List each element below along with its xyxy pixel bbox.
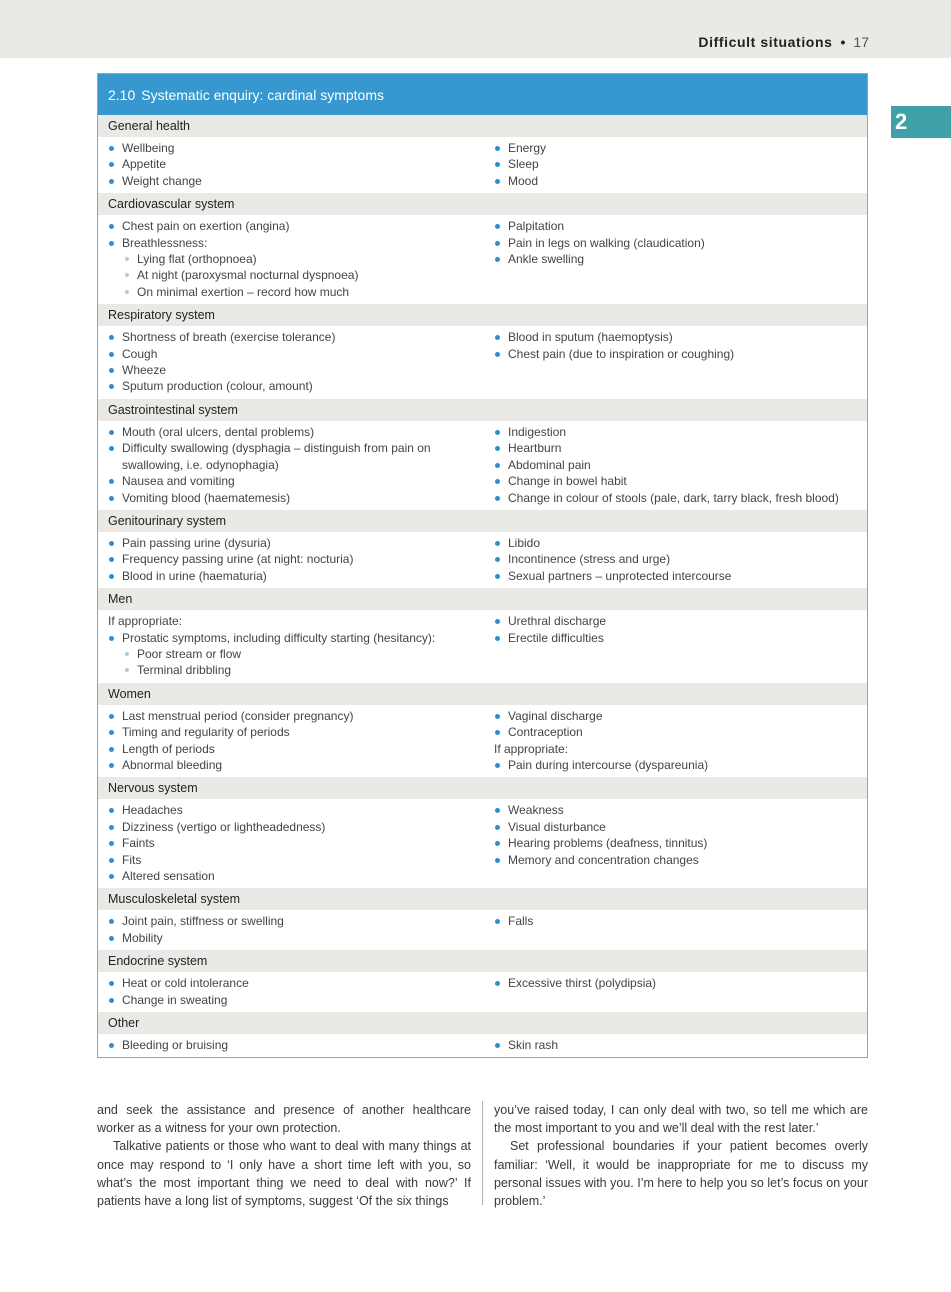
section-right-column bbox=[484, 140, 867, 189]
section-right-column bbox=[484, 329, 867, 395]
bullet-item: Weight change bbox=[108, 173, 476, 189]
section-heading: Respiratory system bbox=[98, 304, 867, 326]
bullet-item: Memory and concentration changes bbox=[494, 852, 867, 868]
bullet-item: Ankle swelling bbox=[494, 251, 867, 267]
sub-bullet-item: Terminal dribbling bbox=[108, 662, 476, 678]
bullet-item: Length of periods bbox=[108, 741, 476, 757]
bullet-item: Abdominal pain bbox=[494, 457, 867, 473]
section-left-column bbox=[98, 424, 484, 506]
body-paragraph: you’ve raised today, I can only deal with two, so tell me which are the most important to you and we’ll deal with the rest later.’ bbox=[494, 1103, 868, 1136]
section-right-column bbox=[484, 708, 867, 774]
section-heading: Musculoskeletal system bbox=[98, 888, 867, 910]
bullet-item: Pain during intercourse (dyspareunia) bbox=[494, 757, 867, 773]
bullet-item: Visual disturbance bbox=[494, 819, 867, 835]
bullet-item: Mobility bbox=[108, 930, 476, 946]
section-heading: Men bbox=[98, 588, 867, 610]
bullet-item: Weakness bbox=[494, 802, 867, 818]
body-paragraph: Talkative patients or those who want to deal with many things at once may respond to ‘I only have a short time left with you, so what’s the most important thing we need to deal with now?’ If patients have a long list of symptoms, suggest ‘Of the six things bbox=[97, 1139, 471, 1209]
bullet-item: Wheeze bbox=[108, 362, 476, 378]
bullet-item: Prostatic symptoms, including difficulty starting (hesitancy): bbox=[108, 630, 476, 646]
bullet-item: Change in sweating bbox=[108, 992, 476, 1008]
bullet-item: Palpitation bbox=[494, 218, 867, 234]
box-title: Systematic enquiry: cardinal symptoms bbox=[141, 87, 385, 103]
sub-bullet-item: Lying flat (orthopnoea) bbox=[108, 251, 476, 267]
bullet-item: Change in bowel habit bbox=[494, 473, 867, 489]
bullet-item: Change in colour of stools (pale, dark, tarry black, fresh blood) bbox=[494, 490, 867, 506]
box-number: 2.10 bbox=[108, 87, 136, 103]
bullet-item: Skin rash bbox=[494, 1037, 867, 1053]
bullet-item: Excessive thirst (polydipsia) bbox=[494, 975, 867, 991]
section-left-column bbox=[98, 329, 484, 395]
bullet-item: Pain passing urine (dysuria) bbox=[108, 535, 476, 551]
section-heading: Other bbox=[98, 1012, 867, 1034]
bullet-item: Falls bbox=[494, 913, 867, 929]
bullet-item: Joint pain, stiffness or swelling bbox=[108, 913, 476, 929]
section-right-column bbox=[484, 1037, 867, 1053]
section-left-column bbox=[98, 708, 484, 774]
bullet-item: Libido bbox=[494, 535, 867, 551]
bullet-item: Contraception bbox=[494, 724, 867, 740]
bullet-item: Blood in urine (haematuria) bbox=[108, 568, 476, 584]
section-body bbox=[98, 326, 867, 399]
box-sections bbox=[98, 115, 867, 1057]
bullet-item: Last menstrual period (consider pregnancy) bbox=[108, 708, 476, 724]
section-right-column bbox=[484, 218, 867, 300]
bullet-item: Erectile difficulties bbox=[494, 630, 867, 646]
section-body bbox=[98, 705, 867, 778]
page-number: 17 bbox=[853, 34, 869, 50]
section-left-column bbox=[98, 218, 484, 300]
section-heading: Cardiovascular system bbox=[98, 193, 867, 215]
sub-bullet-item: On minimal exertion – record how much bbox=[108, 284, 476, 300]
bullet-item: Abnormal bleeding bbox=[108, 757, 476, 773]
section-body bbox=[98, 137, 867, 193]
body-paragraph: and seek the assistance and presence of another healthcare worker as a witness for your own protection. bbox=[97, 1103, 471, 1136]
section-left-column bbox=[98, 613, 484, 679]
body-text-left-column bbox=[97, 1101, 471, 1210]
section-heading: Genitourinary system bbox=[98, 510, 867, 532]
bullet-item: Shortness of breath (exercise tolerance) bbox=[108, 329, 476, 345]
bullet-item: Sexual partners – unprotected intercourse bbox=[494, 568, 867, 584]
symptoms-box bbox=[97, 73, 868, 1058]
bullet-item: Timing and regularity of periods bbox=[108, 724, 476, 740]
bullet-item: Blood in sputum (haemoptysis) bbox=[494, 329, 867, 345]
section-left-column bbox=[98, 975, 484, 1008]
bullet-item: Appetite bbox=[108, 156, 476, 172]
running-head bbox=[698, 34, 869, 50]
bullet-item: Heartburn bbox=[494, 440, 867, 456]
bullet-item: Dizziness (vertigo or lightheadedness) bbox=[108, 819, 476, 835]
running-head-title: Difficult situations bbox=[698, 34, 833, 50]
bullet-item: Frequency passing urine (at night: nocturia) bbox=[108, 551, 476, 567]
section-right-column bbox=[484, 613, 867, 679]
section-heading: General health bbox=[98, 115, 867, 137]
body-paragraph: Set professional boundaries if your patient becomes overly familiar: ‘Well, it would be inappropriate for me to discuss my personal issues with you. I’m here to help you so let’s focus on your problem.’ bbox=[494, 1139, 868, 1209]
bullet-item: Headaches bbox=[108, 802, 476, 818]
bullet-item: Hearing problems (deafness, tinnitus) bbox=[494, 835, 867, 851]
bullet-item: Sleep bbox=[494, 156, 867, 172]
bullet-item: Sputum production (colour, amount) bbox=[108, 378, 476, 394]
bullet-item: Indigestion bbox=[494, 424, 867, 440]
sub-bullet-item: Poor stream or flow bbox=[108, 646, 476, 662]
bullet-item: Vomiting blood (haematemesis) bbox=[108, 490, 476, 506]
bullet-item: Bleeding or bruising bbox=[108, 1037, 476, 1053]
section-heading: Nervous system bbox=[98, 777, 867, 799]
section-body bbox=[98, 1034, 867, 1057]
column-divider bbox=[482, 1101, 483, 1205]
page-header bbox=[0, 0, 951, 58]
section-right-column bbox=[484, 802, 867, 884]
section-left-column bbox=[98, 802, 484, 884]
section-body bbox=[98, 799, 867, 888]
bullet-item: Cough bbox=[108, 346, 476, 362]
bullet-item: Wellbeing bbox=[108, 140, 476, 156]
bullet-item: Chest pain on exertion (angina) bbox=[108, 218, 476, 234]
bullet-item: Pain in legs on walking (claudication) bbox=[494, 235, 867, 251]
bullet-item: Difficulty swallowing (dysphagia – distinguish from pain on swallowing, i.e. odynophagia) bbox=[108, 440, 476, 473]
section-body bbox=[98, 532, 867, 588]
bullet-item: Nausea and vomiting bbox=[108, 473, 476, 489]
sub-bullet-item: At night (paroxysmal nocturnal dyspnoea) bbox=[108, 267, 476, 283]
section-body bbox=[98, 610, 867, 683]
list-note: If appropriate: bbox=[108, 614, 183, 629]
section-right-column bbox=[484, 535, 867, 584]
section-left-column bbox=[98, 140, 484, 189]
bullet-item: Urethral discharge bbox=[494, 613, 867, 629]
bullet-item: Incontinence (stress and urge) bbox=[494, 551, 867, 567]
section-left-column bbox=[98, 913, 484, 946]
chapter-tab: 2 bbox=[891, 106, 951, 138]
section-heading: Endocrine system bbox=[98, 950, 867, 972]
section-right-column bbox=[484, 424, 867, 506]
section-right-column bbox=[484, 913, 867, 946]
bullet-item: Breathlessness: bbox=[108, 235, 476, 251]
section-left-column bbox=[98, 535, 484, 584]
body-text-right-column bbox=[494, 1101, 868, 1210]
section-right-column bbox=[484, 975, 867, 1008]
section-heading: Gastrointestinal system bbox=[98, 399, 867, 421]
bullet-item: Vaginal discharge bbox=[494, 708, 867, 724]
bullet-item: Chest pain (due to inspiration or coughing) bbox=[494, 346, 867, 362]
section-body bbox=[98, 215, 867, 304]
section-body bbox=[98, 972, 867, 1012]
bullet-item: Altered sensation bbox=[108, 868, 476, 884]
body-text bbox=[97, 1101, 869, 1210]
section-body bbox=[98, 421, 867, 510]
bullet-item: Heat or cold intolerance bbox=[108, 975, 476, 991]
section-left-column bbox=[98, 1037, 484, 1053]
bullet-item: Mood bbox=[494, 173, 867, 189]
list-note: If appropriate: bbox=[494, 741, 569, 756]
bullet-item: Fits bbox=[108, 852, 476, 868]
section-body bbox=[98, 910, 867, 950]
box-title-bar bbox=[98, 74, 867, 115]
running-head-bullet: • bbox=[840, 34, 846, 50]
bullet-item: Energy bbox=[494, 140, 867, 156]
bullet-item: Faints bbox=[108, 835, 476, 851]
bullet-item: Mouth (oral ulcers, dental problems) bbox=[108, 424, 476, 440]
section-heading: Women bbox=[98, 683, 867, 705]
